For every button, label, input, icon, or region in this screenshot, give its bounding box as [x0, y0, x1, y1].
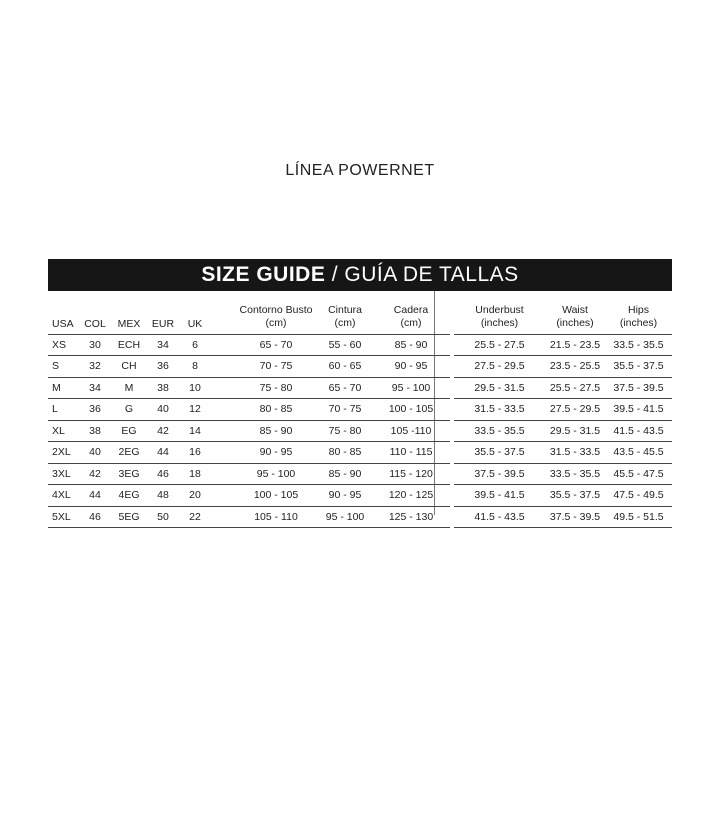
cell-waist: 35.5 - 37.5 [545, 485, 605, 507]
cell-busto: 65 - 70 [234, 334, 318, 356]
cell-mex: ECH [112, 334, 146, 356]
table-row [48, 506, 672, 528]
size-table [48, 296, 672, 528]
cell-usa: 5XL [48, 506, 78, 528]
header-spacer [210, 296, 234, 334]
cell-col: 36 [78, 399, 112, 421]
cell-usa: M [48, 377, 78, 399]
cell-cadera: 105 -110 [372, 420, 450, 442]
spacer-cell [210, 356, 234, 378]
cell-hips: 41.5 - 43.5 [605, 420, 672, 442]
cell-uk: 6 [180, 334, 210, 356]
cell-mex: 2EG [112, 442, 146, 464]
header-usa: USA [52, 317, 74, 330]
cell-mex: 4EG [112, 485, 146, 507]
cell-mex: 3EG [112, 463, 146, 485]
header-busto-line2: (cm) [265, 316, 287, 329]
cell-waist: 31.5 - 33.5 [545, 442, 605, 464]
cell-underbust: 31.5 - 33.5 [454, 399, 545, 421]
header-mex: MEX [117, 317, 141, 330]
cell-hips: 37.5 - 39.5 [605, 377, 672, 399]
cell-busto: 95 - 100 [234, 463, 318, 485]
cell-usa: XL [48, 420, 78, 442]
cell-uk: 10 [180, 377, 210, 399]
cell-underbust: 29.5 - 31.5 [454, 377, 545, 399]
cell-cadera: 110 - 115 [372, 442, 450, 464]
banner-title-rest: / GUÍA DE TALLAS [325, 263, 519, 286]
cell-mex: G [112, 399, 146, 421]
cell-cadera: 100 - 105 [372, 399, 450, 421]
cell-eur: 44 [146, 442, 180, 464]
cell-waist: 21.5 - 23.5 [545, 334, 605, 356]
cell-uk: 20 [180, 485, 210, 507]
cell-eur: 34 [146, 334, 180, 356]
cell-cintura: 90 - 95 [318, 485, 372, 507]
cell-underbust: 39.5 - 41.5 [454, 485, 545, 507]
cell-uk: 8 [180, 356, 210, 378]
spacer-cell [210, 442, 234, 464]
cell-cintura: 75 - 80 [318, 420, 372, 442]
cell-busto: 90 - 95 [234, 442, 318, 464]
cell-uk: 18 [180, 463, 210, 485]
header-cadera-line2: (cm) [400, 316, 422, 329]
cell-hips: 49.5 - 51.5 [605, 506, 672, 528]
cell-waist: 27.5 - 29.5 [545, 399, 605, 421]
table-row [48, 334, 672, 356]
header-row [48, 296, 672, 334]
cell-usa: S [48, 356, 78, 378]
spacer-cell [210, 399, 234, 421]
cell-busto: 75 - 80 [234, 377, 318, 399]
cell-cintura: 60 - 65 [318, 356, 372, 378]
cell-waist: 23.5 - 25.5 [545, 356, 605, 378]
cell-col: 38 [78, 420, 112, 442]
cell-eur: 50 [146, 506, 180, 528]
header-waist-line2: (inches) [556, 316, 594, 329]
header-busto [234, 296, 318, 334]
cell-waist: 33.5 - 35.5 [545, 463, 605, 485]
cell-cintura: 65 - 70 [318, 377, 372, 399]
cell-usa: 2XL [48, 442, 78, 464]
cell-mex: 5EG [112, 506, 146, 528]
cell-mex: CH [112, 356, 146, 378]
table-row [48, 399, 672, 421]
table-row [48, 463, 672, 485]
header-eur: EUR [151, 317, 175, 330]
cell-usa: XS [48, 334, 78, 356]
cell-hips: 43.5 - 45.5 [605, 442, 672, 464]
header-cintura [318, 296, 372, 334]
cell-waist: 37.5 - 39.5 [545, 506, 605, 528]
cell-cadera: 90 - 95 [372, 356, 450, 378]
table-row [48, 420, 672, 442]
cell-usa: L [48, 399, 78, 421]
banner-title-bold: SIZE GUIDE [201, 263, 326, 286]
header-col: COL [84, 317, 106, 330]
cell-cadera: 120 - 125 [372, 485, 450, 507]
header-waist-line1: Waist [562, 303, 588, 316]
cell-underbust: 33.5 - 35.5 [454, 420, 545, 442]
header-underbust-line2: (inches) [480, 316, 519, 329]
cell-busto: 85 - 90 [234, 420, 318, 442]
cell-usa: 3XL [48, 463, 78, 485]
cell-cadera: 115 - 120 [372, 463, 450, 485]
cell-col: 30 [78, 334, 112, 356]
cell-col: 40 [78, 442, 112, 464]
cell-cintura: 55 - 60 [318, 334, 372, 356]
cell-underbust: 35.5 - 37.5 [454, 442, 545, 464]
cell-col: 44 [78, 485, 112, 507]
cell-usa: 4XL [48, 485, 78, 507]
cell-cintura: 70 - 75 [318, 399, 372, 421]
cell-cadera: 95 - 100 [372, 377, 450, 399]
header-underbust [454, 296, 545, 334]
cell-busto: 105 - 110 [234, 506, 318, 528]
spacer-cell [210, 334, 234, 356]
cell-mex: EG [112, 420, 146, 442]
cell-mex: M [112, 377, 146, 399]
table-row [48, 442, 672, 464]
header-cintura-line2: (cm) [334, 316, 356, 329]
cell-uk: 16 [180, 442, 210, 464]
cell-col: 32 [78, 356, 112, 378]
cell-uk: 14 [180, 420, 210, 442]
cell-cadera: 85 - 90 [372, 334, 450, 356]
cell-waist: 29.5 - 31.5 [545, 420, 605, 442]
cell-hips: 39.5 - 41.5 [605, 399, 672, 421]
header-hips [605, 296, 672, 334]
cell-cintura: 95 - 100 [318, 506, 372, 528]
cell-busto: 70 - 75 [234, 356, 318, 378]
cell-col: 34 [78, 377, 112, 399]
cell-eur: 48 [146, 485, 180, 507]
cell-busto: 100 - 105 [234, 485, 318, 507]
header-cadera [372, 296, 450, 334]
cell-underbust: 25.5 - 27.5 [454, 334, 545, 356]
cell-underbust: 41.5 - 43.5 [454, 506, 545, 528]
cell-waist: 25.5 - 27.5 [545, 377, 605, 399]
spacer-cell [210, 377, 234, 399]
header-cadera-line1: Cadera [393, 303, 429, 316]
cell-eur: 40 [146, 399, 180, 421]
cell-eur: 46 [146, 463, 180, 485]
table-row [48, 485, 672, 507]
cell-col: 42 [78, 463, 112, 485]
table-row [48, 377, 672, 399]
table-row [48, 356, 672, 378]
cell-uk: 12 [180, 399, 210, 421]
cell-uk: 22 [180, 506, 210, 528]
header-cintura-line1: Cintura [328, 303, 362, 316]
cell-underbust: 37.5 - 39.5 [454, 463, 545, 485]
header-waist [545, 296, 605, 334]
cell-hips: 35.5 - 37.5 [605, 356, 672, 378]
spacer-cell [210, 463, 234, 485]
cell-eur: 42 [146, 420, 180, 442]
line-title: LÍNEA POWERNET [285, 162, 435, 179]
table-body [48, 334, 672, 528]
cell-underbust: 27.5 - 29.5 [454, 356, 545, 378]
cell-cintura: 85 - 90 [318, 463, 372, 485]
spacer-cell [210, 506, 234, 528]
cell-busto: 80 - 85 [234, 399, 318, 421]
cell-hips: 47.5 - 49.5 [605, 485, 672, 507]
cell-eur: 36 [146, 356, 180, 378]
header-busto-line1: Contorno Busto [239, 303, 313, 316]
cell-cintura: 80 - 85 [318, 442, 372, 464]
header-uk: UK [187, 317, 203, 330]
cell-cadera: 125 - 130 [372, 506, 450, 528]
spacer-cell [210, 420, 234, 442]
size-guide-banner [48, 259, 672, 291]
spacer-cell [210, 485, 234, 507]
cell-eur: 38 [146, 377, 180, 399]
cell-hips: 33.5 - 35.5 [605, 334, 672, 356]
header-hips-line2: (inches) [619, 316, 658, 329]
header-underbust-line1: Underbust [475, 303, 524, 316]
cell-col: 46 [78, 506, 112, 528]
cell-hips: 45.5 - 47.5 [605, 463, 672, 485]
header-hips-line1: Hips [627, 303, 649, 316]
